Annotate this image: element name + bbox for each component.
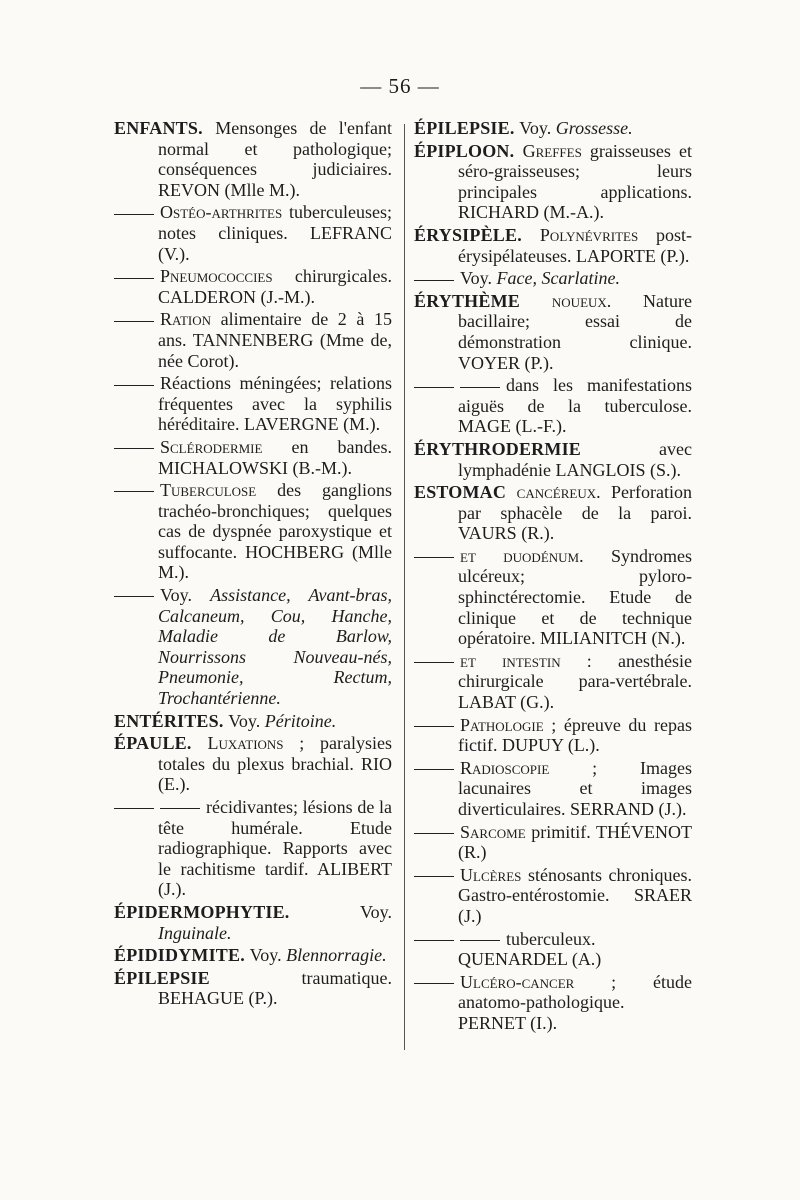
entry-text: Réactions méningées; relations fréquentes avec la syphilis héréditaire. LAVERGNE (M.). [158, 373, 392, 435]
entry-see-also: Voy. [460, 268, 497, 289]
index-entry-5 [114, 373, 392, 435]
entry-see-also: Voy. [519, 118, 556, 138]
entry-subheading: noueux. [551, 290, 644, 311]
entry-text: ; épreuve du repas fictif. DUPUY (L.). [458, 714, 692, 756]
entry-references: Assistance, Avant-bras, Calcaneum, Cou, Hanche, Maladie de Barlow, Nourrissons Nouveau-nés, Pneumonie, Rectum, Trochantérienne. [158, 585, 392, 709]
index-entry-5 [414, 291, 692, 373]
entry-subheading: Ulcères [460, 864, 528, 885]
repeat-dash [460, 940, 500, 941]
entry-references: Péritoine. [264, 710, 337, 731]
index-entry-7 [114, 480, 392, 583]
entry-heading: ENFANTS. [114, 118, 216, 138]
entry-subheading: et intestin [460, 650, 587, 671]
index-entry-14 [114, 968, 392, 1009]
repeat-dash [114, 491, 154, 492]
entry-heading: ÉPAULE. [114, 733, 208, 754]
entry-see-also: Voy. [160, 585, 211, 606]
entry-subheading: Pneumococcies [160, 266, 295, 287]
index-column-right [414, 118, 692, 1036]
entry-text: Mensonges de l'enfant normal et pathologique; conséquences judiciaires. REVON (Mlle M.). [158, 118, 392, 200]
entry-subheading: Tuberculose [160, 480, 278, 501]
entry-text: récidivantes; lésions de la tête humérale. Etude radiographique. Rapports avec le rachitisme tardif. ALIBERT (J.). [158, 797, 392, 900]
index-column-left [114, 118, 392, 1011]
index-entry-4 [414, 268, 692, 289]
repeat-dash [414, 876, 454, 877]
entry-text: chirurgicales. CALDERON (J.-M.). [158, 266, 392, 307]
page-number: — 56 — [360, 74, 440, 98]
entry-heading: ESTOMAC [414, 482, 517, 503]
index-entry-2 [114, 202, 392, 264]
column-divider [404, 124, 405, 1050]
index-entry-12 [114, 902, 392, 943]
entry-subheading: Polynévrites [539, 224, 656, 245]
repeat-dash [114, 385, 154, 386]
entry-text: post-érysipélateuses. LAPORTE (P.). [458, 224, 692, 266]
entry-text: alimentaire de 2 à 15 ans. TANNENBERG (Mme de, née Corot). [158, 309, 393, 371]
index-entry-9 [114, 711, 392, 732]
repeat-dash [414, 280, 454, 281]
entry-text: sténosants chroniques. Gastro-entérostomie. SRAER (J.) [458, 864, 692, 926]
repeat-dash [114, 808, 154, 809]
index-entry-10 [114, 733, 392, 795]
index-entry-3 [414, 225, 692, 266]
entry-text: : anesthésie chirurgicale para-vertébrale. LABAT (G.). [458, 650, 692, 713]
entry-text: ; Images lacunaires et images diverticulaires. SERRAND (J.). [458, 757, 692, 819]
index-entry-11 [414, 715, 692, 756]
entry-text: traumatique. BEHAGUE (P.). [158, 967, 392, 1009]
entry-heading: ÉPIDIDYMITE. [114, 945, 250, 966]
entry-heading: ÉPILEPSIE [114, 967, 302, 988]
repeat-dash [414, 726, 454, 727]
index-entry-13 [114, 945, 392, 966]
index-entry-16 [414, 972, 692, 1034]
entry-see-also: Voy. [249, 945, 287, 966]
entry-text: tuberculeux. QUENARDEL (A.) [458, 928, 602, 970]
entry-subheading: Sarcome [460, 821, 532, 842]
index-entry-1 [114, 118, 392, 200]
repeat-dash [414, 983, 454, 984]
entry-text: Perforation par sphacèle de la paroi. VAURS (R.). [458, 482, 692, 544]
index-entry-12 [414, 758, 692, 820]
entry-subheading: Pathologie [460, 714, 552, 735]
entry-references: Inguinale. [158, 922, 232, 943]
entry-text: ; étude anatomo-pathologique. PERNET (I.). [458, 971, 692, 1033]
entry-heading: ÉRYSIPÈLE. [414, 224, 540, 245]
entry-subheading: Ulcéro-cancer [460, 971, 612, 992]
repeat-dash [460, 387, 500, 388]
entry-text: avec lymphadénie LANGLOIS (S.). [458, 438, 692, 480]
entry-see-also: Voy. [228, 710, 265, 731]
entry-references: Face, Scarlatine. [496, 268, 620, 289]
entry-heading: ÉPIPLOON. [414, 140, 523, 161]
index-entry-15 [414, 929, 692, 970]
entry-references: Grossesse. [555, 118, 633, 138]
entry-subheading: Luxations [207, 733, 300, 754]
entry-subheading: Radioscopie [460, 757, 593, 778]
entry-text: tuberculeuses; notes cliniques. LEFRANC (V.). [158, 202, 392, 264]
repeat-dash [114, 596, 154, 597]
entry-text: des ganglions trachéo-bronchiques; quelques cas de dyspnée paroxystique et suffocante. HOCHBERG (Mlle M.). [158, 480, 392, 583]
repeat-dash [114, 278, 154, 279]
repeat-dash [114, 321, 154, 322]
index-entry-10 [414, 651, 692, 713]
entry-text: Syndromes ulcéreux; pyloro-sphinctérectomie. Etude de clinique et de technique opératoire. MILIANITCH (N.). [458, 545, 692, 649]
entry-heading: ÉPILEPSIE. [414, 118, 520, 138]
index-entry-6 [114, 437, 392, 478]
repeat-dash [114, 448, 154, 449]
repeat-dash [414, 940, 454, 941]
entry-subheading: cancéreux. [516, 482, 612, 503]
index-entry-7 [414, 439, 692, 480]
index-entry-3 [114, 266, 392, 307]
index-entry-1 [414, 118, 692, 139]
index-entry-8 [414, 482, 692, 544]
index-entry-2 [414, 141, 692, 223]
repeat-dash [414, 833, 454, 834]
entry-see-also: Voy. [359, 901, 392, 922]
index-entry-14 [414, 865, 692, 927]
index-entry-9 [414, 546, 692, 649]
index-entry-11 [114, 797, 392, 900]
index-entry-4 [114, 309, 392, 371]
entry-heading: ÉPIDERMOPHYTIE. [114, 901, 360, 922]
repeat-dash [414, 557, 454, 558]
index-entry-8 [114, 585, 392, 709]
entry-references: Blennorragie. [286, 945, 387, 966]
index-entry-6 [414, 375, 692, 437]
entry-heading: ENTÉRITES. [114, 710, 229, 731]
entry-text: dans les manifestations aiguës de la tuberculose. MAGE (L.-F.). [458, 375, 692, 437]
index-entry-13 [414, 822, 692, 863]
entry-text: graisseuses et séro-graisseuses; leurs principales applications. RICHARD (M.-A.). [458, 140, 692, 223]
entry-subheading: et duodénum. [460, 545, 611, 566]
entry-text: Nature bacillaire; essai de démonstration clinique. VOYER (P.). [458, 290, 692, 373]
repeat-dash [114, 214, 154, 215]
repeat-dash [414, 387, 454, 388]
entry-subheading: Ostéo-arthrites [160, 202, 290, 223]
entry-subheading: Sclérodermie [160, 436, 292, 457]
repeat-dash [160, 808, 200, 809]
repeat-dash [414, 769, 454, 770]
entry-text: en bandes. MICHALOWSKI (B.-M.). [158, 436, 392, 478]
entry-text: ; paralysies totales du plexus brachial. RIO (E.). [158, 733, 393, 795]
entry-subheading: Greffes [522, 140, 590, 161]
entry-text: primitif. THÉVENOT (R.) [458, 821, 692, 863]
entry-heading: ÉRYTHÈME [414, 290, 552, 311]
entry-subheading: Ration [160, 309, 221, 330]
repeat-dash [414, 662, 454, 663]
entry-heading: ÉRYTHRODERMIE [414, 438, 660, 459]
